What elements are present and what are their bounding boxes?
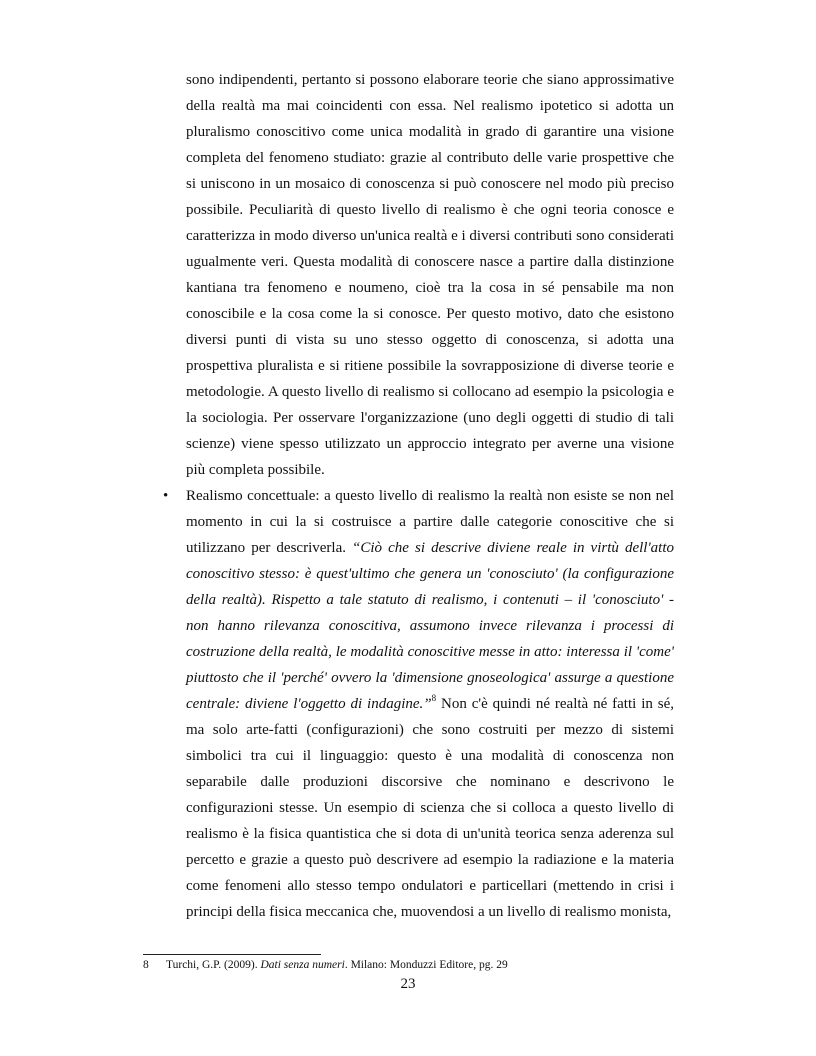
footnote-author: Turchi, G.P. (2009). (166, 959, 261, 971)
bullet-item-realismo-concettuale (163, 483, 674, 925)
footnote-rest: . Milano: Monduzzi Editore, pg. 29 (344, 959, 508, 971)
footnote (143, 957, 703, 973)
bullet-intro: Realismo concettuale: a questo livello di realismo la realtà non esiste se non nel momento in cui la si costruisce a partire dalle categorie conoscitive che si utilizzano per descriverla. (186, 488, 674, 556)
footnote-divider (143, 954, 321, 955)
footnote-reference[interactable]: 8 (431, 693, 437, 703)
paragraph-continuation: sono indipendenti, pertanto si possono elaborare teorie che siano approssimative della realtà ma mai coincidenti con essa. Nel realismo ipotetico si adotta un pluralismo conoscitivo come unica modalità in grado di garantire una visione completa del fenomeno studiato: grazie al contributo delle varie prospettive che si uniscono in un mosaico di conoscenza si può conoscere nel modo più preciso possibile. Peculiarità di questo livello di realismo è che ogni teoria conosce e caratterizza in modo diverso un'unica realtà e i diversi contributi sono considerati ugualmente veri. Questa modalità di conoscere nasce a partire dalla distinzione kantiana tra fenomeno e noumeno, cioè tra la cosa in sé pensabile ma non conoscibile e la cosa come la si conosce. Per questo motivo, dato che esistono diversi punti di vista su uno stesso oggetto di conoscenza, si adotta una prospettiva pluralista e si ritiene possibile la sovrapposizione di diverse teorie e metodologie. A questo livello di realismo si collocano ad esempio la psicologia e la sociologia. Per osservare l'organizzazione (uno degli oggetti di studio di tali scienze) viene spesso utilizzato un approccio integrato per averne una visione più completa possibile. (186, 72, 674, 478)
bullet-quote: “Ciò che si descrive diviene reale in virtù dell'atto conoscitivo stesso: è quest'ultimo che genera un 'conosciuto' (la configurazione della realtà). Rispetto a tale statuto di realismo, i contenuti – il 'conosciuto' - non hanno rilevanza conoscitiva, assumono invece rilevanza i processi di costruzione della realtà, le modalità conoscitive messe in atto: interessa il 'come' piuttosto che il 'perché' ovvero la 'dimensione gnoseologica' assurge a questione centrale: diviene l'oggetto di indagine.” (186, 540, 674, 712)
footnote-title: Dati senza numeri (260, 959, 345, 971)
bullet-icon: • (163, 488, 169, 504)
body-text (163, 67, 674, 925)
page-number: 23 (400, 976, 416, 992)
bullet-after: Non c'è quindi né realtà né fatti in sé, ma solo arte-fatti (configurazioni) che sono costruiti per mezzo di sistemi simbolici tra cui il linguaggio: questo è una modalità di conoscenza non separabile dalle produzioni discorsive che nominano e descrivono le configurazioni stesse. Un esempio di scienza che si colloca a questo livello di realismo è la fisica quantistica che si dota di un'unità teorica senza aderenza sul percetto e grazie a questo può descrivere ad esempio la radiazione e la materia come fenomeni allo stesso tempo ondulatori e particellari (mettendo in crisi i principi della fisica meccanica che, muovendosi a un livello di realismo monista, (186, 696, 674, 920)
footnote-number: 8 (143, 959, 149, 971)
